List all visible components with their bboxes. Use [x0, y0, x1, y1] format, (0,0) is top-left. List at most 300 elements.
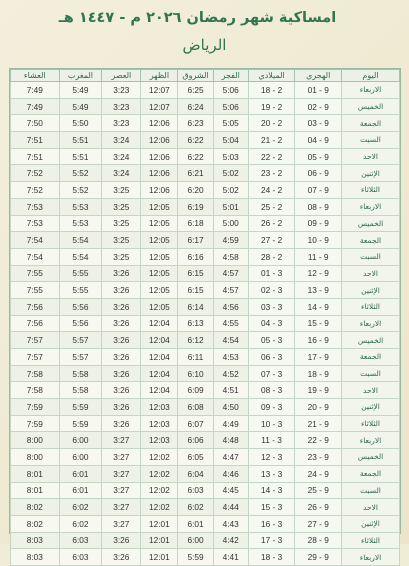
cell-hijri-date: 9 - 27	[295, 515, 342, 532]
cell-hijri-date: 9 - 11	[295, 248, 342, 265]
cell-asr: 3:25	[102, 248, 141, 265]
cell-sunrise: 6:06	[178, 432, 213, 449]
cell-fajr: 4:51	[213, 382, 248, 399]
table-row	[11, 232, 400, 249]
table-row	[11, 248, 400, 265]
cell-asr: 3:26	[102, 382, 141, 399]
cell-gregorian-date: 3 - 15	[248, 499, 295, 516]
cell-hijri-date: 9 - 03	[295, 115, 342, 132]
cell-sunrise: 6:21	[178, 165, 213, 182]
cell-sunrise: 6:16	[178, 248, 213, 265]
header-sunrise: الشروق	[178, 70, 213, 82]
cell-gregorian-date: 2 - 22	[248, 148, 295, 165]
table-row	[11, 298, 400, 315]
cell-maghrib: 5:58	[59, 382, 102, 399]
cell-fajr: 4:57	[213, 265, 248, 282]
cell-dhuhr: 12:04	[141, 349, 178, 366]
cell-fajr: 5:01	[213, 198, 248, 215]
cell-day: السبت	[342, 482, 400, 499]
cell-isha: 7:51	[11, 148, 60, 165]
cell-sunrise: 6:02	[178, 499, 213, 516]
cell-maghrib: 5:52	[59, 165, 102, 182]
cell-hijri-date: 9 - 16	[295, 332, 342, 349]
cell-fajr: 5:00	[213, 215, 248, 232]
cell-fajr: 5:05	[213, 115, 248, 132]
cell-asr: 3:26	[102, 415, 141, 432]
cell-hijri-date: 9 - 09	[295, 215, 342, 232]
cell-maghrib: 6:01	[59, 482, 102, 499]
cell-sunrise: 6:05	[178, 449, 213, 466]
cell-dhuhr: 12:07	[141, 82, 178, 99]
table-row	[11, 98, 400, 115]
cell-gregorian-date: 2 - 18	[248, 82, 295, 99]
cell-maghrib: 5:57	[59, 332, 102, 349]
cell-isha: 7:49	[11, 82, 60, 99]
cell-sunrise: 6:23	[178, 115, 213, 132]
cell-maghrib: 5:51	[59, 148, 102, 165]
cell-hijri-date: 9 - 23	[295, 449, 342, 466]
cell-dhuhr: 12:05	[141, 298, 178, 315]
cell-dhuhr: 12:05	[141, 232, 178, 249]
cell-asr: 3:26	[102, 399, 141, 416]
cell-day: الاحد	[342, 382, 400, 399]
cell-isha: 8:02	[11, 499, 60, 516]
cell-asr: 3:23	[102, 115, 141, 132]
cell-isha: 7:58	[11, 382, 60, 399]
cell-hijri-date: 9 - 29	[295, 549, 342, 566]
header-day: اليوم	[342, 70, 400, 82]
table-row	[11, 115, 400, 132]
cell-isha: 7:50	[11, 115, 60, 132]
cell-dhuhr: 12:06	[141, 115, 178, 132]
cell-maghrib: 6:03	[59, 549, 102, 566]
cell-day: الثلاثاء	[342, 532, 400, 549]
cell-day: السبت	[342, 248, 400, 265]
cell-sunrise: 6:22	[178, 132, 213, 149]
cell-gregorian-date: 3 - 06	[248, 349, 295, 366]
cell-isha: 7:57	[11, 349, 60, 366]
cell-fajr: 4:59	[213, 232, 248, 249]
cell-fajr: 4:50	[213, 399, 248, 416]
cell-sunrise: 6:15	[178, 282, 213, 299]
cell-hijri-date: 9 - 17	[295, 349, 342, 366]
cell-gregorian-date: 2 - 26	[248, 215, 295, 232]
cell-isha: 8:00	[11, 449, 60, 466]
cell-fajr: 4:49	[213, 415, 248, 432]
cell-fajr: 5:03	[213, 148, 248, 165]
cell-fajr: 4:41	[213, 549, 248, 566]
cell-fajr: 4:42	[213, 532, 248, 549]
cell-sunrise: 6:17	[178, 232, 213, 249]
cell-fajr: 5:02	[213, 165, 248, 182]
cell-day: الاربعاء	[342, 432, 400, 449]
cell-isha: 7:52	[11, 165, 60, 182]
cell-dhuhr: 12:04	[141, 332, 178, 349]
cell-asr: 3:27	[102, 432, 141, 449]
cell-maghrib: 5:59	[59, 399, 102, 416]
cell-hijri-date: 9 - 14	[295, 298, 342, 315]
cell-day: الاربعاء	[342, 198, 400, 215]
cell-day: الجمعة	[342, 115, 400, 132]
cell-day: الخميس	[342, 98, 400, 115]
cell-fajr: 4:56	[213, 298, 248, 315]
cell-fajr: 4:54	[213, 332, 248, 349]
cell-day: الثلاثاء	[342, 182, 400, 199]
cell-asr: 3:27	[102, 499, 141, 516]
cell-day: الاحد	[342, 148, 400, 165]
cell-dhuhr: 12:03	[141, 415, 178, 432]
cell-asr: 3:26	[102, 349, 141, 366]
cell-isha: 8:03	[11, 549, 60, 566]
cell-gregorian-date: 2 - 28	[248, 248, 295, 265]
cell-hijri-date: 9 - 06	[295, 165, 342, 182]
table-row	[11, 215, 400, 232]
cell-sunrise: 6:11	[178, 349, 213, 366]
cell-maghrib: 5:55	[59, 265, 102, 282]
cell-dhuhr: 12:06	[141, 182, 178, 199]
cell-dhuhr: 12:02	[141, 449, 178, 466]
cell-dhuhr: 12:01	[141, 532, 178, 549]
cell-sunrise: 6:19	[178, 198, 213, 215]
cell-hijri-date: 9 - 20	[295, 399, 342, 416]
cell-gregorian-date: 3 - 14	[248, 482, 295, 499]
table-row	[11, 415, 400, 432]
cell-hijri-date: 9 - 24	[295, 465, 342, 482]
cell-fajr: 4:46	[213, 465, 248, 482]
cell-maghrib: 5:49	[59, 98, 102, 115]
cell-asr: 3:24	[102, 132, 141, 149]
table-row	[11, 332, 400, 349]
cell-gregorian-date: 2 - 24	[248, 182, 295, 199]
cell-sunrise: 5:59	[178, 549, 213, 566]
cell-gregorian-date: 3 - 11	[248, 432, 295, 449]
table-row	[11, 549, 400, 566]
cell-gregorian-date: 3 - 16	[248, 515, 295, 532]
table-row	[11, 365, 400, 382]
cell-asr: 3:25	[102, 232, 141, 249]
cell-maghrib: 5:49	[59, 82, 102, 99]
cell-asr: 3:25	[102, 198, 141, 215]
cell-maghrib: 6:02	[59, 515, 102, 532]
cell-asr: 3:26	[102, 532, 141, 549]
cell-asr: 3:26	[102, 265, 141, 282]
cell-asr: 3:27	[102, 515, 141, 532]
cell-gregorian-date: 2 - 21	[248, 132, 295, 149]
header-row	[11, 70, 400, 82]
cell-isha: 8:01	[11, 465, 60, 482]
cell-fajr: 4:48	[213, 432, 248, 449]
cell-isha: 8:01	[11, 482, 60, 499]
cell-hijri-date: 9 - 08	[295, 198, 342, 215]
cell-isha: 7:55	[11, 265, 60, 282]
cell-fajr: 5:06	[213, 98, 248, 115]
header-asr: العصر	[102, 70, 141, 82]
cell-maghrib: 6:00	[59, 449, 102, 466]
cell-sunrise: 6:10	[178, 365, 213, 382]
cell-gregorian-date: 2 - 27	[248, 232, 295, 249]
cell-dhuhr: 12:02	[141, 465, 178, 482]
cell-day: الخميس	[342, 332, 400, 349]
cell-maghrib: 5:57	[59, 349, 102, 366]
cell-maghrib: 5:59	[59, 415, 102, 432]
cell-day: السبت	[342, 365, 400, 382]
table-row	[11, 499, 400, 516]
cell-fajr: 5:02	[213, 182, 248, 199]
cell-day: الجمعة	[342, 232, 400, 249]
cell-day: الإثنين	[342, 515, 400, 532]
cell-isha: 7:56	[11, 298, 60, 315]
cell-hijri-date: 9 - 02	[295, 98, 342, 115]
header-isha: العشاء	[11, 70, 60, 82]
cell-isha: 7:54	[11, 248, 60, 265]
cell-sunrise: 6:15	[178, 265, 213, 282]
cell-fajr: 5:06	[213, 82, 248, 99]
cell-isha: 7:56	[11, 315, 60, 332]
cell-hijri-date: 9 - 18	[295, 365, 342, 382]
cell-maghrib: 5:54	[59, 232, 102, 249]
cell-hijri-date: 9 - 04	[295, 132, 342, 149]
cell-day: الخميس	[342, 215, 400, 232]
cell-dhuhr: 12:01	[141, 549, 178, 566]
cell-day: الثلاثاء	[342, 415, 400, 432]
cell-asr: 3:26	[102, 332, 141, 349]
cell-sunrise: 6:13	[178, 315, 213, 332]
header-fajr: الفجر	[213, 70, 248, 82]
table-row	[11, 165, 400, 182]
cell-maghrib: 5:56	[59, 298, 102, 315]
table-row	[11, 265, 400, 282]
table-row	[11, 132, 400, 149]
cell-isha: 8:02	[11, 515, 60, 532]
cell-gregorian-date: 3 - 02	[248, 282, 295, 299]
cell-hijri-date: 9 - 15	[295, 315, 342, 332]
cell-hijri-date: 9 - 07	[295, 182, 342, 199]
cell-dhuhr: 12:03	[141, 432, 178, 449]
cell-hijri-date: 9 - 25	[295, 482, 342, 499]
cell-gregorian-date: 3 - 07	[248, 365, 295, 382]
cell-hijri-date: 9 - 12	[295, 265, 342, 282]
cell-isha: 7:59	[11, 399, 60, 416]
cell-maghrib: 5:56	[59, 315, 102, 332]
cell-gregorian-date: 2 - 23	[248, 165, 295, 182]
cell-day: الاربعاء	[342, 82, 400, 99]
table-row	[11, 148, 400, 165]
cell-asr: 3:23	[102, 98, 141, 115]
cell-dhuhr: 12:03	[141, 399, 178, 416]
cell-maghrib: 5:53	[59, 198, 102, 215]
cell-dhuhr: 12:04	[141, 365, 178, 382]
table-row	[11, 482, 400, 499]
cell-day: الجمعة	[342, 349, 400, 366]
cell-day: الإثنين	[342, 399, 400, 416]
cell-dhuhr: 12:05	[141, 198, 178, 215]
cell-gregorian-date: 3 - 13	[248, 465, 295, 482]
cell-day: الاحد	[342, 499, 400, 516]
cell-maghrib: 6:01	[59, 465, 102, 482]
header-dhuhr: الظهر	[141, 70, 178, 82]
table-row	[11, 198, 400, 215]
cell-fajr: 5:04	[213, 132, 248, 149]
cell-asr: 3:26	[102, 315, 141, 332]
cell-dhuhr: 12:04	[141, 382, 178, 399]
cell-isha: 7:54	[11, 232, 60, 249]
cell-maghrib: 6:02	[59, 499, 102, 516]
cell-fajr: 4:55	[213, 315, 248, 332]
cell-day: الإثنين	[342, 165, 400, 182]
cell-maghrib: 5:55	[59, 282, 102, 299]
cell-gregorian-date: 3 - 12	[248, 449, 295, 466]
imsakiya-table	[10, 69, 400, 566]
cell-day: الاربعاء	[342, 549, 400, 566]
cell-sunrise: 6:24	[178, 98, 213, 115]
cell-gregorian-date: 3 - 01	[248, 265, 295, 282]
cell-dhuhr: 12:06	[141, 165, 178, 182]
cell-day: الجمعة	[342, 465, 400, 482]
cell-asr: 3:24	[102, 165, 141, 182]
cell-gregorian-date: 3 - 17	[248, 532, 295, 549]
cell-day: السبت	[342, 132, 400, 149]
cell-gregorian-date: 3 - 05	[248, 332, 295, 349]
table-row	[11, 315, 400, 332]
cell-gregorian-date: 2 - 19	[248, 98, 295, 115]
cell-dhuhr: 12:02	[141, 499, 178, 516]
cell-sunrise: 6:01	[178, 515, 213, 532]
cell-isha: 7:53	[11, 198, 60, 215]
cell-maghrib: 5:58	[59, 365, 102, 382]
cell-fajr: 4:58	[213, 248, 248, 265]
cell-hijri-date: 9 - 28	[295, 532, 342, 549]
cell-dhuhr: 12:01	[141, 515, 178, 532]
page-title: امساكية شهر رمضان ٢٠٢٦ م - ١٤٤٧ هـ	[58, 10, 337, 26]
cell-sunrise: 6:18	[178, 215, 213, 232]
cell-asr: 3:26	[102, 365, 141, 382]
cell-sunrise: 6:08	[178, 399, 213, 416]
cell-hijri-date: 9 - 13	[295, 282, 342, 299]
cell-dhuhr: 12:07	[141, 98, 178, 115]
cell-sunrise: 6:07	[178, 415, 213, 432]
cell-asr: 3:27	[102, 465, 141, 482]
cell-gregorian-date: 3 - 08	[248, 382, 295, 399]
cell-sunrise: 6:00	[178, 532, 213, 549]
cell-sunrise: 6:03	[178, 482, 213, 499]
cell-dhuhr: 12:04	[141, 315, 178, 332]
cell-dhuhr: 12:05	[141, 215, 178, 232]
cell-hijri-date: 9 - 22	[295, 432, 342, 449]
cell-day: الاربعاء	[342, 315, 400, 332]
cell-asr: 3:26	[102, 549, 141, 566]
cell-fajr: 4:57	[213, 282, 248, 299]
cell-dhuhr: 12:05	[141, 265, 178, 282]
cell-fajr: 4:47	[213, 449, 248, 466]
table-row	[11, 399, 400, 416]
cell-hijri-date: 9 - 26	[295, 499, 342, 516]
cell-dhuhr: 12:05	[141, 282, 178, 299]
cell-dhuhr: 12:06	[141, 132, 178, 149]
cell-isha: 7:55	[11, 282, 60, 299]
cell-maghrib: 6:00	[59, 432, 102, 449]
cell-isha: 7:57	[11, 332, 60, 349]
cell-fajr: 4:52	[213, 365, 248, 382]
cell-maghrib: 5:51	[59, 132, 102, 149]
cell-day: الثلاثاء	[342, 298, 400, 315]
cell-asr: 3:26	[102, 298, 141, 315]
cell-asr: 3:27	[102, 449, 141, 466]
cell-fajr: 4:44	[213, 499, 248, 516]
cell-fajr: 4:43	[213, 515, 248, 532]
cell-hijri-date: 9 - 01	[295, 82, 342, 99]
cell-asr: 3:26	[102, 282, 141, 299]
cell-sunrise: 6:22	[178, 148, 213, 165]
cell-sunrise: 6:12	[178, 332, 213, 349]
cell-dhuhr: 12:06	[141, 148, 178, 165]
cell-day: الاحد	[342, 265, 400, 282]
cell-hijri-date: 9 - 21	[295, 415, 342, 432]
cell-sunrise: 6:20	[178, 182, 213, 199]
table-row	[11, 182, 400, 199]
table-row	[11, 82, 400, 99]
cell-asr: 3:23	[102, 82, 141, 99]
header-gregorian: الميلادي	[248, 70, 295, 82]
cell-maghrib: 5:53	[59, 215, 102, 232]
cell-hijri-date: 9 - 10	[295, 232, 342, 249]
cell-dhuhr: 12:05	[141, 248, 178, 265]
imsakiya-table-container	[9, 68, 401, 563]
cell-gregorian-date: 3 - 03	[248, 298, 295, 315]
cell-hijri-date: 9 - 19	[295, 382, 342, 399]
cell-fajr: 4:53	[213, 349, 248, 366]
header-hijri: الهجري	[295, 70, 342, 82]
cell-gregorian-date: 2 - 25	[248, 198, 295, 215]
cell-gregorian-date: 3 - 18	[248, 549, 295, 566]
cell-isha: 8:00	[11, 432, 60, 449]
cell-day: الخميس	[342, 449, 400, 466]
cell-gregorian-date: 2 - 20	[248, 115, 295, 132]
table-row	[11, 532, 400, 549]
table-row	[11, 282, 400, 299]
cell-maghrib: 5:54	[59, 248, 102, 265]
cell-maghrib: 5:50	[59, 115, 102, 132]
table-row	[11, 465, 400, 482]
cell-asr: 3:24	[102, 148, 141, 165]
cell-maghrib: 6:03	[59, 532, 102, 549]
cell-maghrib: 5:52	[59, 182, 102, 199]
table-row	[11, 349, 400, 366]
cell-isha: 7:51	[11, 132, 60, 149]
cell-sunrise: 6:25	[178, 82, 213, 99]
cell-isha: 7:53	[11, 215, 60, 232]
cell-asr: 3:25	[102, 215, 141, 232]
cell-gregorian-date: 3 - 04	[248, 315, 295, 332]
cell-asr: 3:27	[102, 482, 141, 499]
table-row	[11, 432, 400, 449]
cell-sunrise: 6:04	[178, 465, 213, 482]
cell-sunrise: 6:14	[178, 298, 213, 315]
cell-isha: 7:58	[11, 365, 60, 382]
cell-fajr: 4:45	[213, 482, 248, 499]
cell-asr: 3:25	[102, 182, 141, 199]
cell-isha: 7:59	[11, 415, 60, 432]
cell-dhuhr: 12:02	[141, 482, 178, 499]
table-row	[11, 382, 400, 399]
header-maghrib: المغرب	[59, 70, 102, 82]
cell-day: الإثنين	[342, 282, 400, 299]
cell-gregorian-date: 3 - 10	[248, 415, 295, 432]
cell-gregorian-date: 3 - 09	[248, 399, 295, 416]
table-body	[11, 82, 400, 566]
table-row	[11, 515, 400, 532]
table-row	[11, 449, 400, 466]
cell-isha: 7:52	[11, 182, 60, 199]
